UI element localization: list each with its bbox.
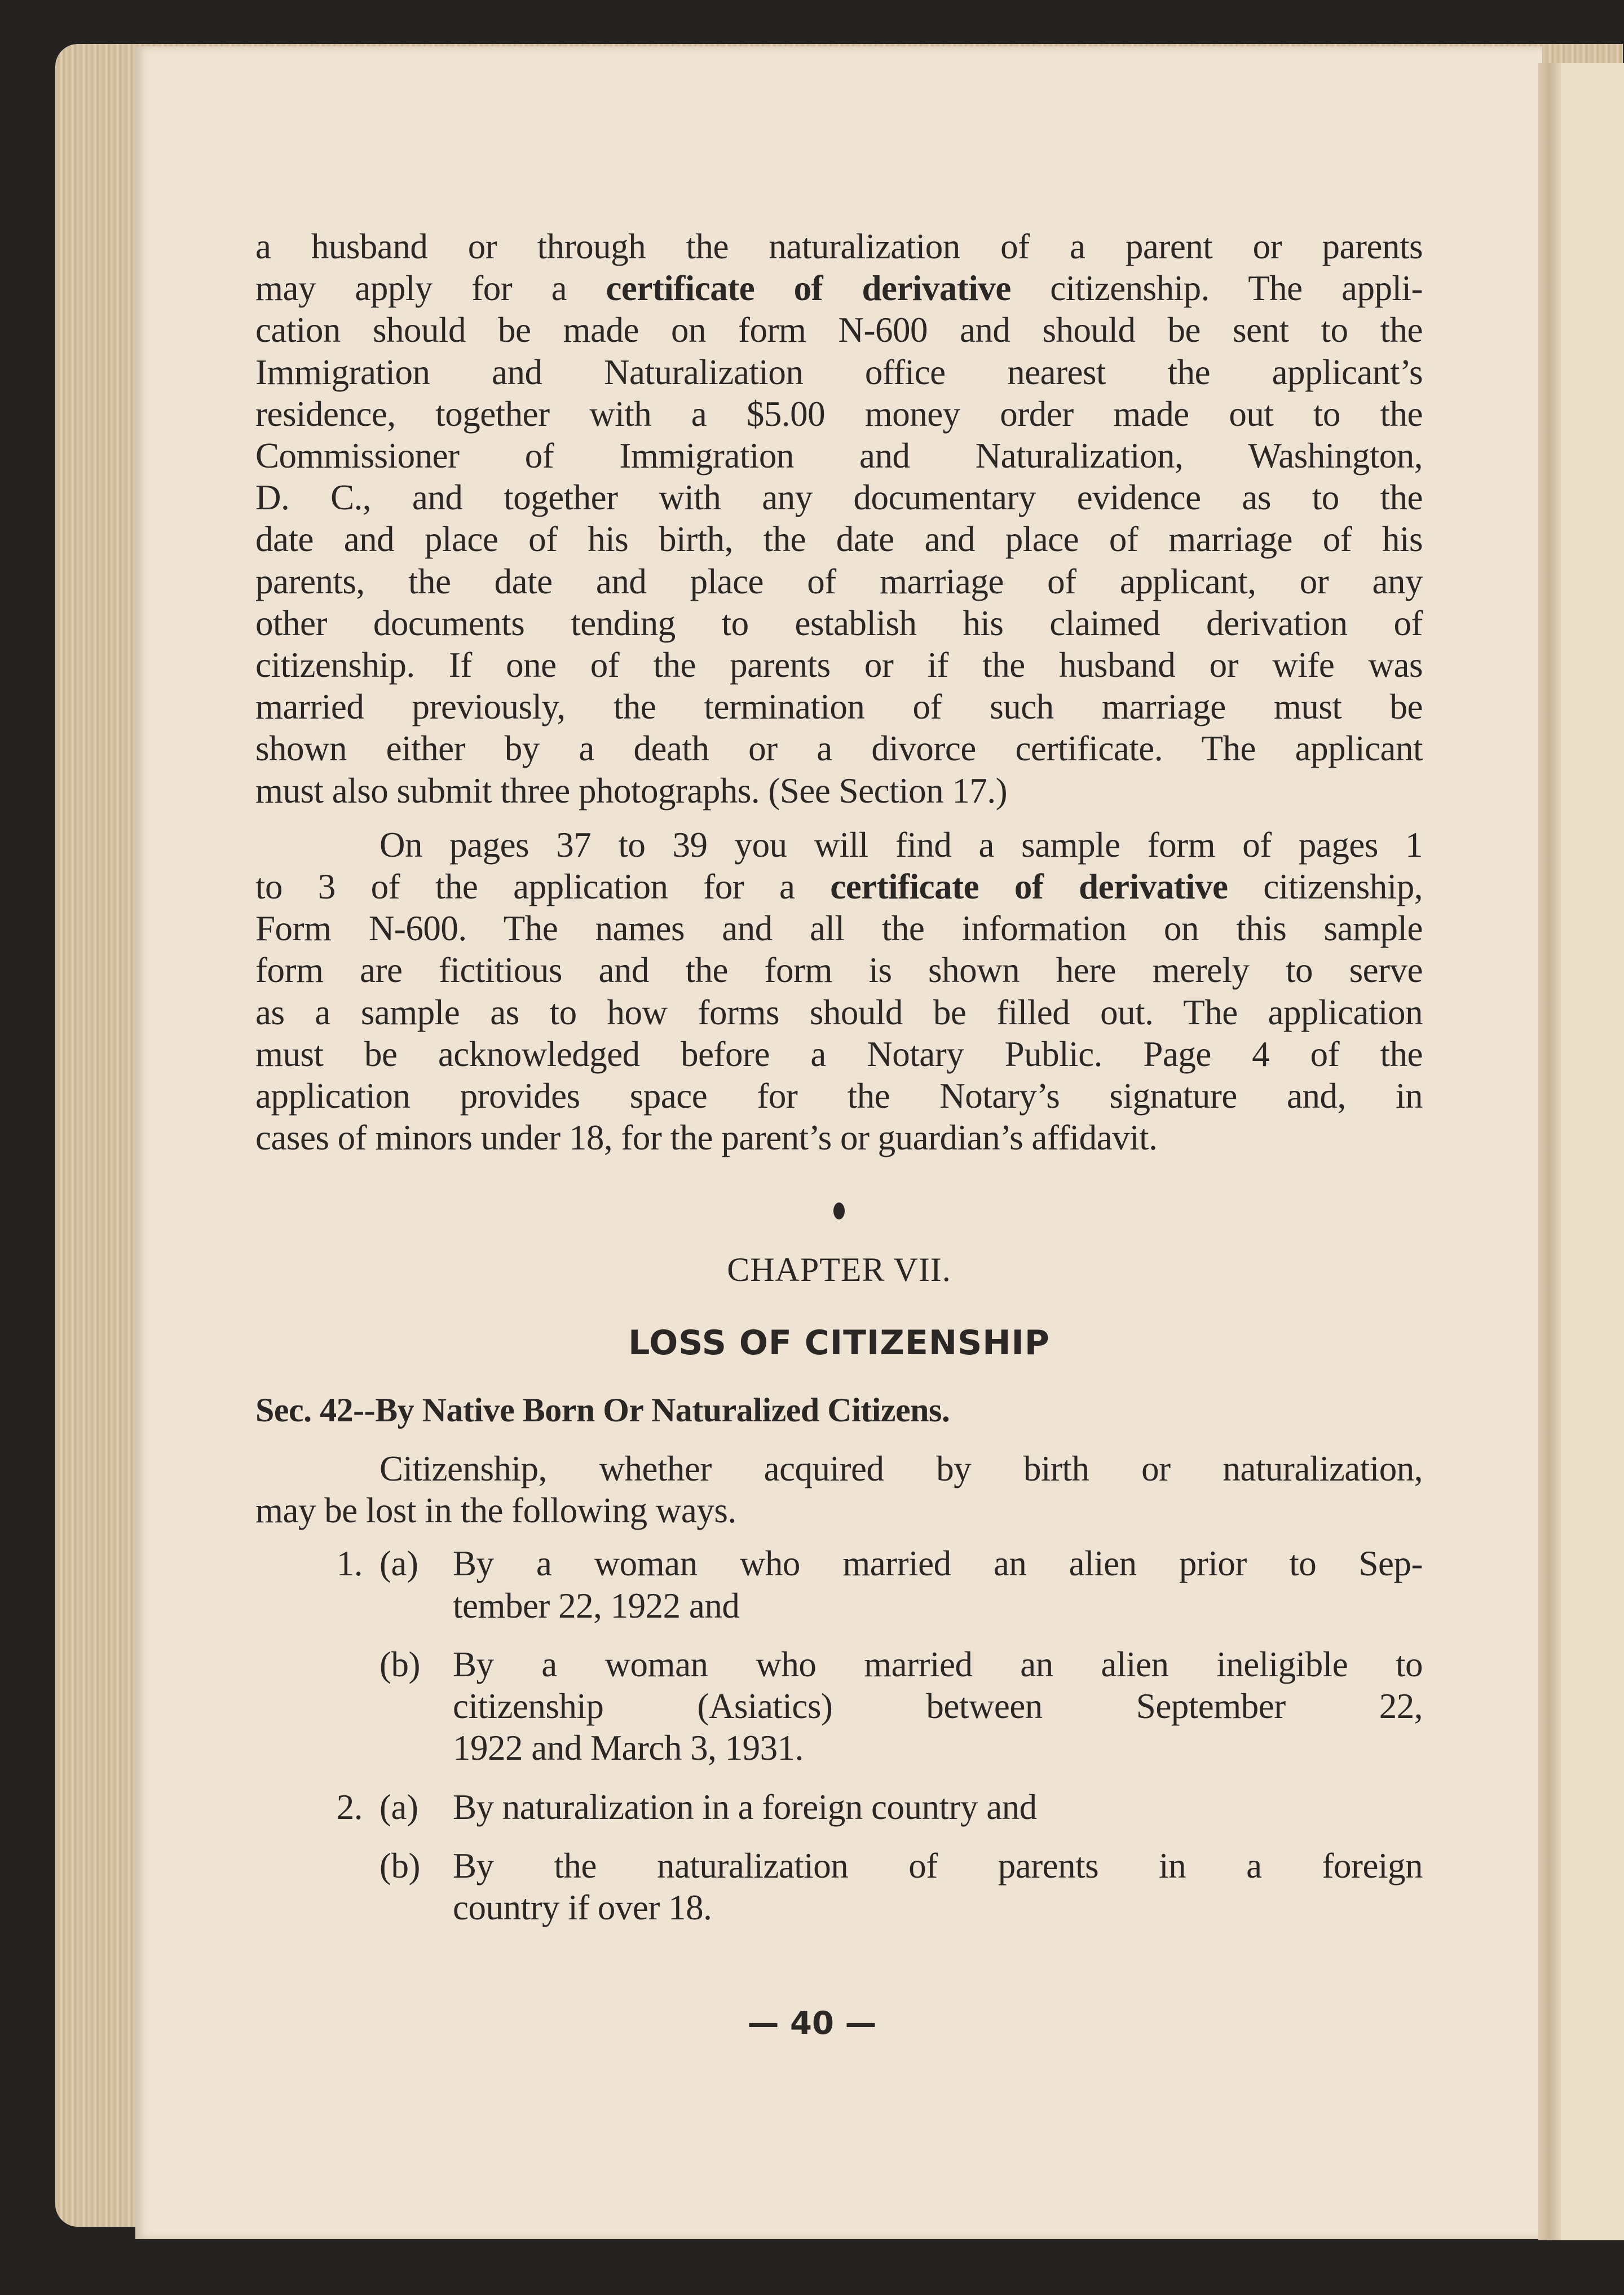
text-line: On pages 37 to 39 you will find a sample form of pages 1 xyxy=(379,825,1423,865)
text-line xyxy=(255,866,1423,908)
section-heading: Sec. 42--By Native Born Or Naturalized Citizens. xyxy=(255,1391,950,1429)
text-line: must be acknowledged before a Notary Public. Page 4 of the xyxy=(255,1034,1423,1074)
facing-page-edge xyxy=(1561,63,1624,2240)
page-text xyxy=(255,226,1423,1928)
text-line: as a sample as to how forms should be filled out. The application xyxy=(255,992,1423,1032)
text-line: Citizenship, whether acquired by birth or naturalization, xyxy=(379,1449,1423,1489)
text-fragment: citizenship, xyxy=(1228,867,1423,907)
text-line: Form N-600. The names and all the information on this sample xyxy=(255,909,1423,949)
list-letter: (a) xyxy=(379,1787,418,1827)
text-fragment: may apply for a xyxy=(255,268,606,309)
text-line: By naturalization in a foreign country and xyxy=(453,1787,1037,1827)
text-line: By the naturalization of parents in a foreign xyxy=(453,1845,1423,1886)
text-line: must also submit three photographs. (See Section 17.) xyxy=(255,770,1008,810)
list-item-text xyxy=(453,1644,1423,1769)
list-number xyxy=(255,1845,379,1928)
text-line: cation should be made on form N-600 and should be sent to the xyxy=(255,310,1423,350)
text-line: By a woman who married an alien ineligible to xyxy=(453,1644,1423,1684)
list-item xyxy=(255,1786,1423,1828)
paragraph-derivative-citizenship-application xyxy=(255,226,1423,812)
bold-term: certificate of derivative xyxy=(830,867,1228,907)
text-line: Immigration and Naturalization office nearest the applicant’s xyxy=(255,352,1423,392)
bold-term: certificate of derivative xyxy=(606,268,1011,309)
text-line: date and place of his birth, the date and place of marriage of his xyxy=(255,519,1423,560)
list-item xyxy=(255,1644,1423,1769)
list-item-text xyxy=(453,1845,1423,1928)
text-fragment: to 3 of the application for a xyxy=(255,867,831,907)
list-item xyxy=(255,1543,1423,1626)
text-line: 1922 and March 3, 1931. xyxy=(453,1728,804,1768)
text-line: parents, the date and place of marriage of applicant, or any xyxy=(255,561,1423,601)
list-letter: (a) xyxy=(379,1544,418,1584)
page-number: — 40 — xyxy=(747,2005,877,2042)
chapter-number: CHAPTER VII. xyxy=(727,1251,951,1289)
text-line: citizenship (Asiatics) between September 22, xyxy=(453,1686,1423,1726)
text-line: married previously, the termination of such marriage must be xyxy=(255,687,1423,727)
text-line: may be lost in the following ways. xyxy=(255,1491,736,1531)
text-line: a husband or through the naturalization of a parent or parents xyxy=(255,227,1423,266)
text-line: country if over 18. xyxy=(453,1887,712,1927)
list-letter: (b) xyxy=(379,1644,420,1684)
text-line: shown either by a death or a divorce certificate. The applicant xyxy=(255,729,1423,769)
text-line: residence, together with a $5.00 money order made out to the xyxy=(255,394,1423,434)
list-number: 1. xyxy=(336,1544,363,1584)
text-line: other documents tending to establish his claimed derivation of xyxy=(255,603,1423,643)
text-line: cases of minors under 18, for the parent’s or guardian’s affidavit. xyxy=(255,1118,1158,1158)
text-line: D. C., and together with any documentary evidence as to the xyxy=(255,478,1423,518)
text-fragment: citizenship. The appli- xyxy=(1010,268,1423,309)
text-line: Commissioner of Immigration and Naturalization, Washington, xyxy=(255,436,1423,476)
text-line: application provides space for the Notary’s signature and, in xyxy=(255,1076,1423,1116)
section-divider xyxy=(255,1187,1423,1226)
list-item xyxy=(255,1845,1423,1928)
list-item-text xyxy=(453,1543,1423,1626)
text-line: By a woman who married an alien prior to Sep- xyxy=(453,1544,1423,1584)
text-line: citizenship. If one of the parents or if the husband or wife was xyxy=(255,645,1423,685)
text-line: tember 22, 1922 and xyxy=(453,1585,740,1626)
list-letter: (b) xyxy=(379,1845,420,1886)
book-gutter xyxy=(1538,63,1561,2240)
list-number: 2. xyxy=(336,1787,363,1827)
bullet-ornament-icon xyxy=(833,1202,845,1219)
paragraph-sample-form xyxy=(255,824,1423,1159)
text-line: form are fictitious and the form is shown here merely to serve xyxy=(255,950,1423,990)
list-item-text xyxy=(453,1786,1423,1828)
loss-of-citizenship-list xyxy=(255,1543,1423,1928)
list-number xyxy=(255,1644,379,1769)
paragraph-intro xyxy=(255,1448,1423,1531)
chapter-title: LOSS OF CITIZENSHIP xyxy=(628,1323,1050,1363)
text-line xyxy=(255,267,1423,309)
